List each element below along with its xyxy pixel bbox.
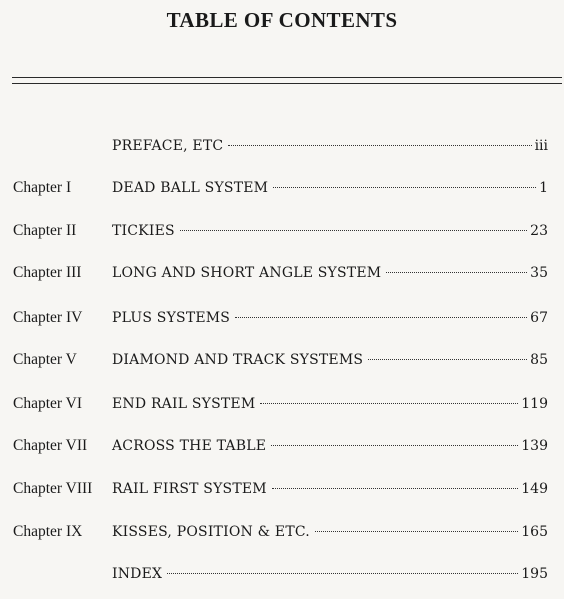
page-number: 119 — [521, 396, 548, 412]
entry-title: INDEX — [112, 566, 163, 582]
toc-entry-chapter-6[interactable] — [0, 392, 564, 416]
dot-leader — [273, 187, 536, 188]
dot-leader — [315, 531, 518, 532]
page-number: 1 — [539, 180, 548, 196]
entry-title: ACROSS THE TABLE — [112, 438, 267, 454]
page-number: 195 — [521, 566, 548, 582]
dot-leader — [235, 317, 527, 318]
chapter-label: Chapter I — [13, 179, 72, 196]
entry-title: PLUS SYSTEMS — [112, 310, 231, 326]
chapter-label: Chapter V — [13, 351, 77, 368]
dot-leader — [180, 230, 527, 231]
dot-leader — [271, 445, 518, 446]
toc-entry-index[interactable] — [0, 562, 564, 586]
chapter-label: Chapter IX — [13, 523, 83, 540]
page-title: TABLE OF CONTENTS — [166, 8, 398, 32]
toc-entry-chapter-3[interactable] — [0, 261, 564, 285]
toc-entry-chapter-8[interactable] — [0, 477, 564, 501]
page-number: 149 — [521, 481, 548, 497]
toc-entry-chapter-9[interactable] — [0, 520, 564, 544]
page-number: 35 — [530, 265, 548, 281]
page-number: 139 — [521, 438, 548, 454]
page-number: 165 — [521, 524, 548, 540]
entry-title: RAIL FIRST SYSTEM — [112, 481, 267, 497]
toc-entry-preface[interactable] — [0, 134, 564, 158]
dot-leader — [167, 573, 518, 574]
entry-title: KISSES, POSITION & ETC. — [112, 524, 310, 540]
chapter-label: Chapter III — [13, 264, 82, 281]
chapter-label: Chapter IV — [13, 309, 83, 326]
entry-title: TICKIES — [112, 223, 175, 239]
entry-title: END RAIL SYSTEM — [112, 396, 256, 412]
chapter-label: Chapter VI — [13, 395, 83, 412]
dot-leader — [368, 359, 527, 360]
dot-leader — [386, 272, 527, 273]
chapter-label: Chapter VIII — [13, 480, 93, 497]
toc-entry-chapter-5[interactable] — [0, 348, 564, 372]
page-number: iii — [534, 138, 548, 154]
toc-entry-chapter-2[interactable] — [0, 219, 564, 243]
entry-title: DEAD BALL SYSTEM — [112, 180, 269, 196]
page-number: 23 — [530, 223, 548, 239]
title-rule-bottom — [12, 83, 562, 84]
dot-leader — [272, 488, 518, 489]
dot-leader — [228, 145, 531, 146]
page-number: 67 — [530, 310, 548, 326]
chapter-label: Chapter VII — [13, 437, 88, 454]
title-rule-top — [12, 77, 562, 78]
entry-title: LONG AND SHORT ANGLE SYSTEM — [112, 265, 382, 281]
dot-leader — [260, 403, 518, 404]
toc-entry-chapter-1[interactable] — [0, 176, 564, 200]
toc-entry-chapter-7[interactable] — [0, 434, 564, 458]
toc-entry-chapter-4[interactable] — [0, 306, 564, 330]
entry-title: PREFACE, ETC — [112, 138, 224, 154]
page-number: 85 — [530, 352, 548, 368]
entry-title: DIAMOND AND TRACK SYSTEMS — [112, 352, 364, 368]
chapter-label: Chapter II — [13, 222, 77, 239]
